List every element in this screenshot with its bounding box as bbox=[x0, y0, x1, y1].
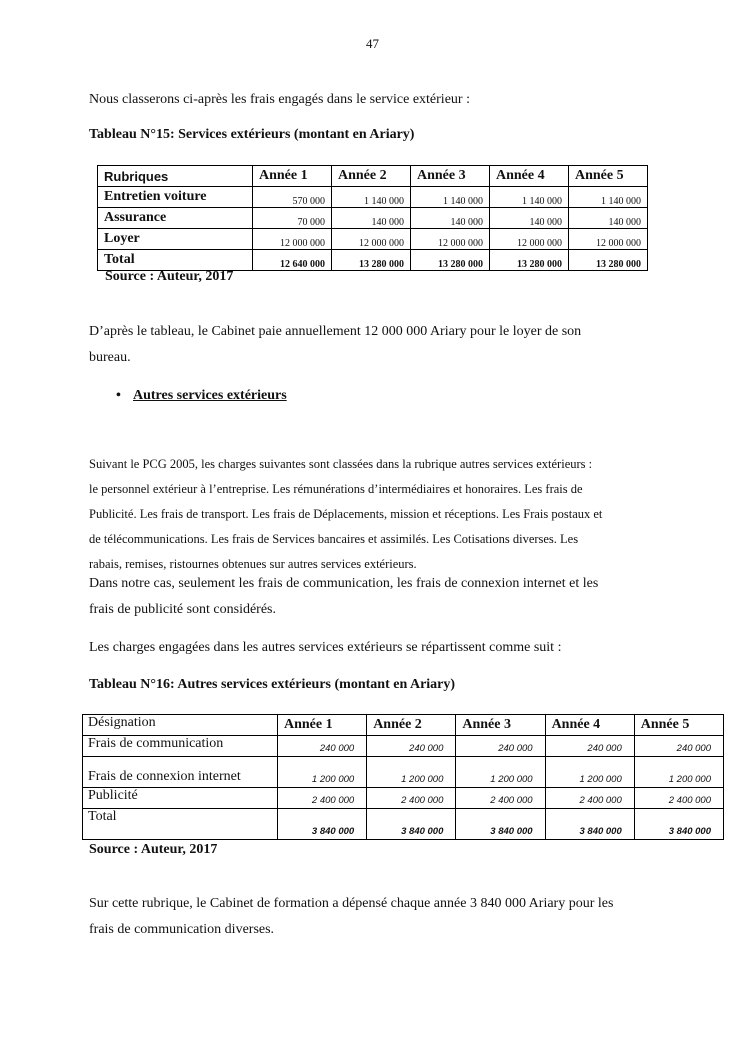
table-cell: 13 280 000 bbox=[569, 250, 648, 271]
table-cell: 13 280 000 bbox=[411, 250, 490, 271]
table-total-row bbox=[98, 250, 648, 271]
table15-caption: Tableau N°15: Services extérieurs (montant en Ariary) bbox=[89, 127, 415, 142]
table16-autres-services bbox=[82, 714, 724, 840]
pcg-line: le personnel extérieur à l’entreprise. Les rémunérations d’intermédiaires et honoraires. Les frais de bbox=[89, 482, 583, 496]
table-cell: 1 200 000 bbox=[634, 757, 723, 788]
conclusion-line: frais de communication diverses. bbox=[89, 922, 275, 937]
table-cell: 140 000 bbox=[490, 208, 569, 229]
table-cell: 3 840 000 bbox=[278, 809, 367, 840]
row-label: Total bbox=[83, 809, 278, 840]
table-cell: 1 200 000 bbox=[278, 757, 367, 788]
table-row bbox=[98, 208, 648, 229]
row-label: Frais de connexion internet bbox=[83, 757, 278, 788]
table-header-cell: Année 3 bbox=[456, 715, 545, 736]
table-cell: 2 400 000 bbox=[456, 788, 545, 809]
table-cell: 12 000 000 bbox=[332, 229, 411, 250]
table16-source: Source : Auteur, 2017 bbox=[89, 842, 218, 857]
table-cell: 1 140 000 bbox=[411, 187, 490, 208]
table-cell: 240 000 bbox=[456, 736, 545, 757]
table-cell: 12 000 000 bbox=[253, 229, 332, 250]
table-cell: 240 000 bbox=[278, 736, 367, 757]
table-cell: 12 640 000 bbox=[253, 250, 332, 271]
table-cell: 70 000 bbox=[253, 208, 332, 229]
table-cell: 1 140 000 bbox=[332, 187, 411, 208]
table-row bbox=[83, 736, 724, 757]
bullet-heading bbox=[116, 388, 287, 404]
bullet-heading-text: Autres services extérieurs bbox=[133, 388, 287, 403]
row-label: Loyer bbox=[98, 229, 253, 250]
loyer-paragraph-line2: bureau. bbox=[89, 350, 131, 365]
row-label: Frais de communication bbox=[83, 736, 278, 757]
table-header-cell: Année 2 bbox=[367, 715, 456, 736]
table-header-cell: Année 5 bbox=[569, 166, 648, 187]
table-cell: 1 200 000 bbox=[367, 757, 456, 788]
pcg-line: Publicité. Les frais de transport. Les frais de Déplacements, mission et réceptions. Les Frais postaux et bbox=[89, 507, 603, 521]
table-cell: 140 000 bbox=[332, 208, 411, 229]
loyer-paragraph-line1: D’après le tableau, le Cabinet paie annuellement 12 000 000 Ariary pour le loyer de son bbox=[89, 324, 582, 339]
page-number: 47 bbox=[366, 36, 379, 51]
table-cell: 3 840 000 bbox=[545, 809, 634, 840]
table-header-row bbox=[83, 715, 724, 736]
table-cell: 570 000 bbox=[253, 187, 332, 208]
conclusion-line: Sur cette rubrique, le Cabinet de formation a dépensé chaque année 3 840 000 Ariary pour les bbox=[89, 896, 614, 911]
table-header-cell: Année 2 bbox=[332, 166, 411, 187]
bullet-icon: • bbox=[116, 388, 121, 403]
table-header-cell: Année 1 bbox=[278, 715, 367, 736]
table-cell: 13 280 000 bbox=[490, 250, 569, 271]
table-cell: 3 840 000 bbox=[634, 809, 723, 840]
pcg-line: rabais, remises, ristournes obtenues sur autres services extérieurs. bbox=[89, 557, 417, 571]
row-label: Total bbox=[98, 250, 253, 271]
repartition-paragraph: Les charges engagées dans les autres services extérieurs se répartissent comme suit : bbox=[89, 640, 562, 655]
table-cell: 3 840 000 bbox=[456, 809, 545, 840]
table-cell: 240 000 bbox=[545, 736, 634, 757]
table-cell: 240 000 bbox=[367, 736, 456, 757]
intro-paragraph: Nous classerons ci-après les frais engagés dans le service extérieur : bbox=[89, 92, 470, 107]
table-cell: 12 000 000 bbox=[569, 229, 648, 250]
table-cell: 1 140 000 bbox=[490, 187, 569, 208]
table-header-row bbox=[98, 166, 648, 187]
pcg-line: Suivant le PCG 2005, les charges suivantes sont classées dans la rubrique autres services extérieurs : bbox=[89, 457, 593, 471]
table-header-cell: Désignation bbox=[83, 715, 278, 736]
table-cell: 13 280 000 bbox=[332, 250, 411, 271]
table-cell: 140 000 bbox=[569, 208, 648, 229]
case-line: frais de publicité sont considérés. bbox=[89, 602, 277, 617]
row-label: Assurance bbox=[98, 208, 253, 229]
table-cell: 1 200 000 bbox=[456, 757, 545, 788]
row-label: Publicité bbox=[83, 788, 278, 809]
table-cell: 3 840 000 bbox=[367, 809, 456, 840]
table-cell: 2 400 000 bbox=[545, 788, 634, 809]
table-row bbox=[83, 757, 724, 788]
table-cell: 12 000 000 bbox=[411, 229, 490, 250]
table-header-cell: Année 1 bbox=[253, 166, 332, 187]
pcg-line: de télécommunications. Les frais de Services bancaires et assimilés. Les Cotisations diverses. Les bbox=[89, 532, 579, 546]
table-header-cell: Rubriques bbox=[98, 166, 253, 187]
table-row bbox=[98, 187, 648, 208]
case-line: Dans notre cas, seulement les frais de communication, les frais de connexion internet et les bbox=[89, 576, 599, 591]
table-cell: 2 400 000 bbox=[634, 788, 723, 809]
table-cell: 12 000 000 bbox=[490, 229, 569, 250]
table-cell: 1 140 000 bbox=[569, 187, 648, 208]
table-header-cell: Année 5 bbox=[634, 715, 723, 736]
table15-services-exterieurs bbox=[97, 165, 648, 271]
table-cell: 2 400 000 bbox=[278, 788, 367, 809]
table-cell: 240 000 bbox=[634, 736, 723, 757]
table-row bbox=[83, 788, 724, 809]
table-header-cell: Année 3 bbox=[411, 166, 490, 187]
table-header-cell: Année 4 bbox=[545, 715, 634, 736]
table16-caption: Tableau N°16: Autres services extérieurs (montant en Ariary) bbox=[89, 677, 456, 692]
row-label: Entretien voiture bbox=[98, 187, 253, 208]
table-header-cell: Année 4 bbox=[490, 166, 569, 187]
table-total-row bbox=[83, 809, 724, 840]
table-cell: 2 400 000 bbox=[367, 788, 456, 809]
table15-source: Source : Auteur, 2017 bbox=[105, 269, 234, 284]
table-row bbox=[98, 229, 648, 250]
table-cell: 140 000 bbox=[411, 208, 490, 229]
table-cell: 1 200 000 bbox=[545, 757, 634, 788]
